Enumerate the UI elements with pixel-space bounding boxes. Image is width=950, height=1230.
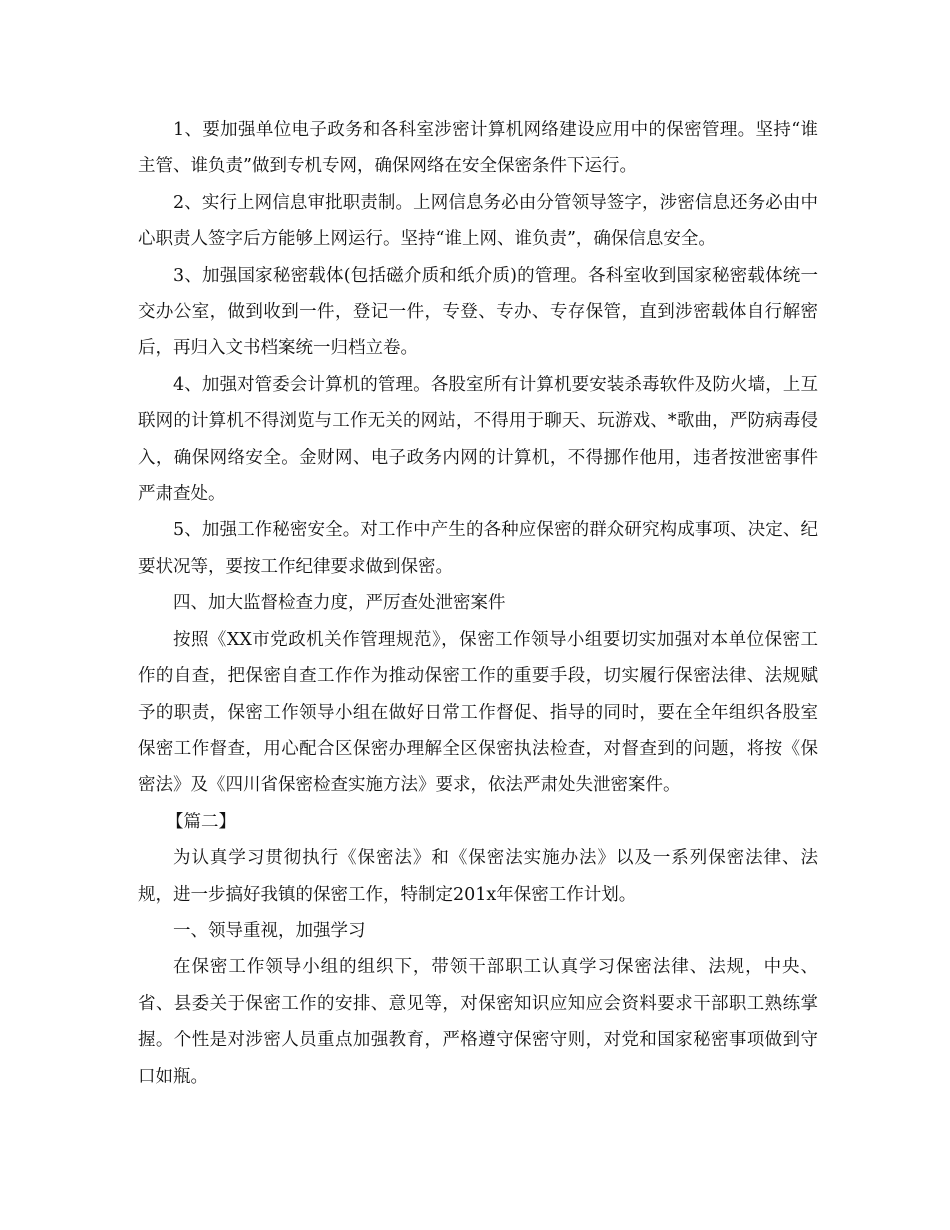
paragraph-item-1: 1、要加强单位电子政务和各科室涉密计算机网络建设应用中的保密管理。坚持“谁主管、谁负责”做到专机专网，确保网络在安全保密条件下运行。: [138, 120, 818, 177]
paragraph-item-2: 2、实行上网信息审批职责制。上网信息务必由分管领导签字，涉密信息还务必由中心职责人签字后方能够上网运行。坚持“谁上网、谁负责”，确保信息安全。: [138, 192, 818, 250]
paragraph-item-3: 3、加强国家秘密载体(包括磁介质和纸介质)的管理。各科室收到国家秘密载体统一交办公室，做到收到一件，登记一件，专登、专办、专存保管，直到涉密载体自行解密后，再归入文书档案统一归档立卷。: [138, 265, 818, 359]
part-two-heading: 【篇二】: [166, 811, 236, 832]
paragraph-plan-intro: 为认真学习贯彻执行《保密法》和《保密法实施办法》以及一系列保密法律、法规，进一步搞好我镇的保密工作，特制定201x年保密工作计划。: [138, 848, 818, 905]
section-heading-one: 一、领导重视，加强学习: [173, 920, 366, 941]
paragraph-inspection: 按照《XX市党政机关作管理规范》，保密工作领导小组要切实加强对本单位保密工作的自查，把保密自查工作作为推动保密工作的重要手段，切实履行保密法律、法规赋予的职责，保密工作领导小组在做好日常工作督促、指导的同时，要在全年组织各股室保密工作督查，用心配合区保密办理解全区保密执法检查，对督查到的问题，将按《保密法》及《四川省保密检查实施方法》要求，依法严肃处失泄密案件。: [138, 629, 818, 796]
paragraph-study: 在保密工作领导小组的组织下，带领干部职工认真学习保密法律、法规，中央、省、县委关于保密工作的安排、意见等，对保密知识应知应会资料要求干部职工熟练掌握。个性是对涉密人员重点加强教育，严格遵守保密守则，对党和国家秘密事项做到守口如瓶。: [138, 957, 818, 1087]
document-body: [138, 112, 818, 1095]
section-heading-four: 四、加大监督检查力度，严厉查处泄密案件: [173, 593, 506, 614]
paragraph-item-4: 4、加强对管委会计算机的管理。各股室所有计算机要安装杀毒软件及防火墙，上互联网的计算机不得浏览与工作无关的网站，不得用于聊天、玩游戏、*歌曲，严防病毒侵入，确保网络安全。金财网、电子政务内网的计算机，不得挪作他用，违者按泄密事件严肃查处。: [138, 374, 818, 505]
paragraph-item-5: 5、加强工作秘密安全。对工作中产生的各种应保密的群众研究构成事项、决定、纪要状况等，要按工作纪律要求做到保密。: [138, 520, 818, 577]
